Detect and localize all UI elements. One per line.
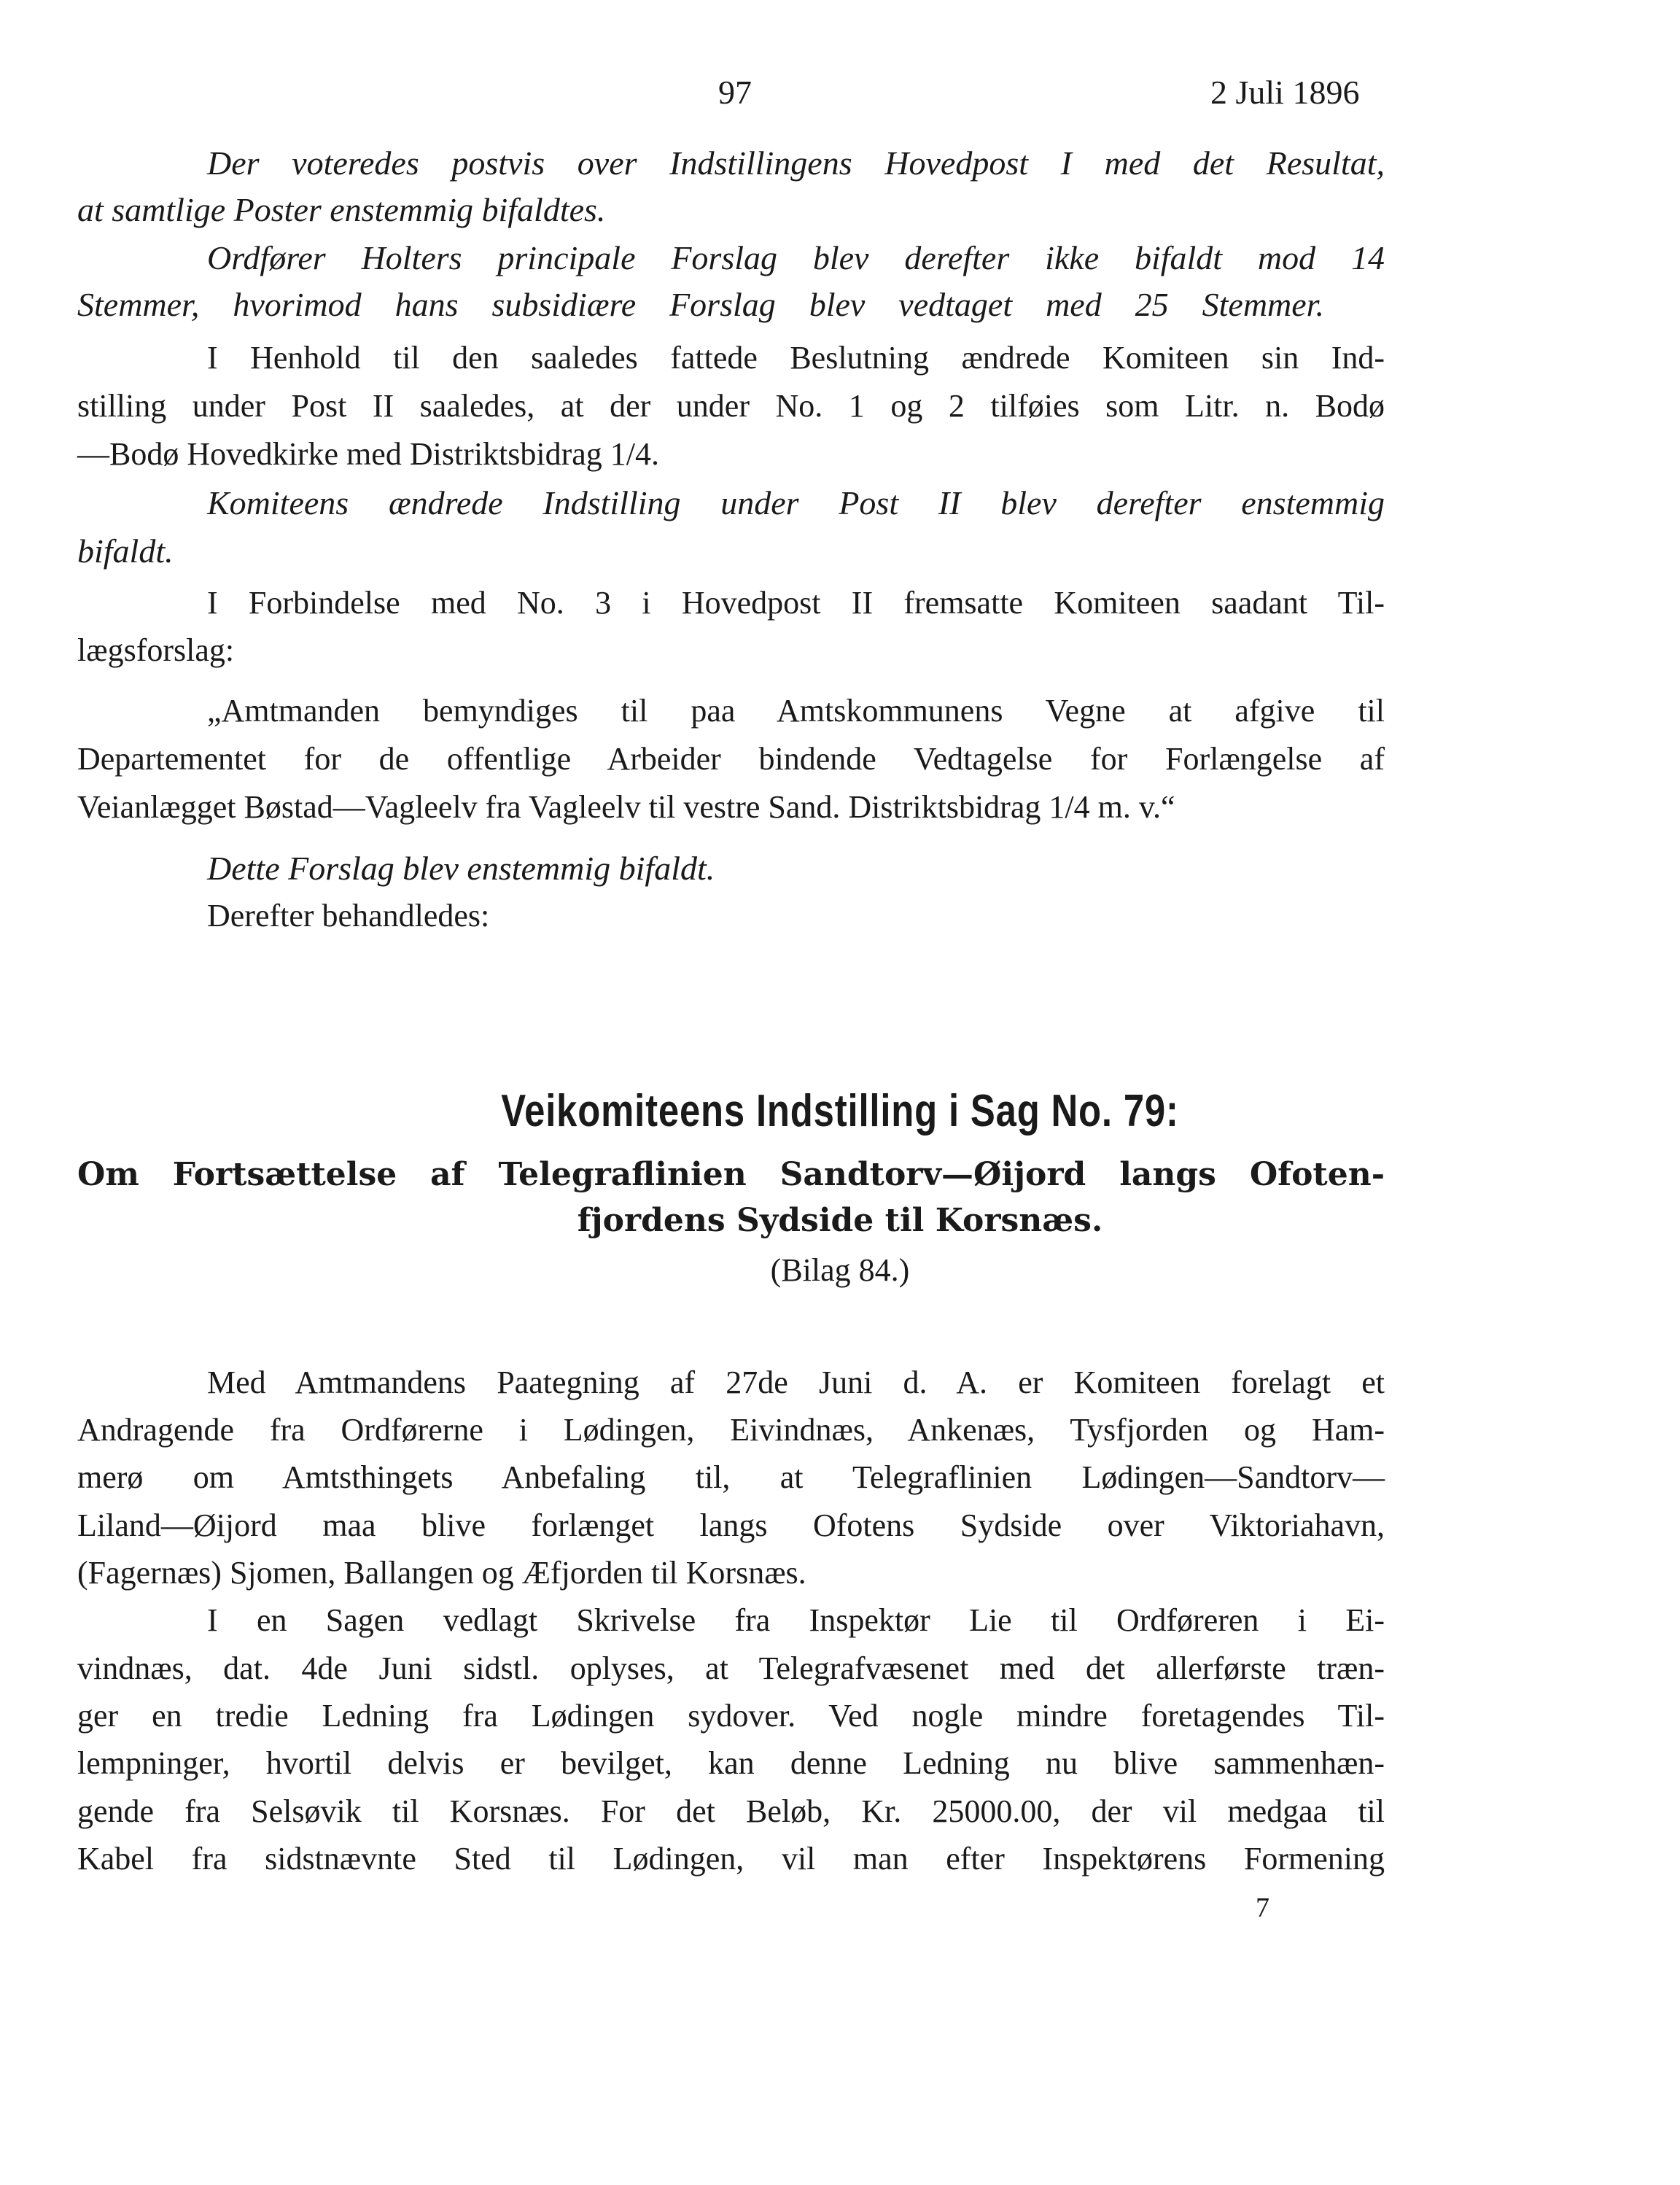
- section-title: Veikomiteens Indstilling i Sag No. 79:: [501, 1086, 1179, 1136]
- paragraph-line: „Amtmanden bemyndiges til paa Amtskommunens Vegne at afgive til: [207, 693, 1385, 729]
- paragraph-line: (Fagernæs) Sjomen, Ballangen og Æfjorden til Korsnæs.: [77, 1555, 806, 1591]
- paragraph-line: bifaldt.: [77, 532, 174, 570]
- paragraph-line: Der voteredes postvis over Indstillingens Hovedpost I med det Resultat,: [207, 144, 1385, 182]
- paragraph-line: Dette Forslag blev enstemmig bifaldt.: [207, 850, 715, 887]
- paragraph-line: Derefter behandledes:: [207, 898, 490, 934]
- paragraph-line: I Henhold til den saaledes fattede Beslutning ændrede Komiteen sin Ind-: [207, 340, 1385, 376]
- paragraph-line: I Forbindelse med No. 3 i Hovedpost II fremsatte Komiteen saadant Til-: [207, 585, 1385, 621]
- paragraph-line: stilling under Post II saaledes, at der under No. 1 og 2 tilføies som Litr. n. Bodø: [77, 388, 1385, 424]
- paragraph-line: ger en tredie Ledning fra Lødingen sydover. Ved nogle mindre foretagendes Til-: [77, 1698, 1385, 1734]
- section-subtitle-line: Om Fortsættelse af Telegraflinien Sandtorv—Øijord langs Ofoten-: [77, 1156, 1385, 1193]
- page-number: 97: [718, 74, 752, 111]
- paragraph-line: lægsforslag:: [77, 632, 235, 668]
- sheet-signature-mark: 7: [1256, 1893, 1269, 1923]
- paragraph-line: Liland—Øijord maa blive forlænget langs Ofotens Sydside over Viktoriahavn,: [77, 1507, 1385, 1543]
- fraction: 1/4: [1049, 789, 1090, 825]
- appendix-reference: (Bilag 84.): [770, 1252, 910, 1288]
- paragraph-line: Med Amtmandens Paategning af 27de Juni d. A. er Komiteen forelagt et: [207, 1365, 1385, 1400]
- fraction: 1/4.: [610, 436, 660, 472]
- paragraph-line: Andragende fra Ordførerne i Lødingen, Eivindnæs, Ankenæs, Tysfjorden og Ham-: [77, 1412, 1385, 1448]
- paragraph-line: I en Sagen vedlagt Skrivelse fra Inspektør Lie til Ordføreren i Ei-: [207, 1602, 1385, 1638]
- paragraph-line: lempninger, hvortil delvis er bevilget, kan denne Ledning nu blive sammenhæn-: [77, 1745, 1385, 1781]
- page-date: 2 Juli 1896: [1210, 74, 1360, 111]
- paragraph-line: Kabel fra sidstnævnte Sted til Lødingen, vil man efter Inspektørens Formening: [77, 1841, 1385, 1877]
- paragraph-line: at samtlige Poster enstemmig bifaldtes.: [77, 191, 606, 228]
- paragraph-line: gende fra Selsøvik til Korsnæs. For det Beløb, Kr. 25000.00, der vil medgaa til: [77, 1793, 1385, 1829]
- paragraph-line: Ordfører Holters principale Forslag blev derefter ikke bifaldt mod 14: [207, 239, 1385, 276]
- paragraph-line: Departementet for de offentlige Arbeider bindende Vedtagelse for Forlængelse af: [77, 741, 1385, 777]
- paragraph-line: vindnæs, dat. 4de Juni sidstl. oplyses, at Telegrafvæsenet med det allerførste træn-: [77, 1650, 1385, 1686]
- paragraph-line: Komiteens ændrede Indstilling under Post II blev derefter enstemmig: [207, 484, 1385, 521]
- section-subtitle-line: fjordens Sydside til Korsnæs.: [577, 1202, 1103, 1239]
- paragraph-line: Veianlægget Bøstad—Vagleelv fra Vagleelv til vestre Sand. Distriktsbidrag 1/4 m. v.“: [77, 789, 1175, 825]
- paragraph-line: Stemmer, hvorimod hans subsidiære Forslag blev vedtaget med 25 Stemmer.: [77, 286, 1324, 323]
- paragraph-line: —Bodø Hovedkirke med Distriktsbidrag 1/4.: [77, 436, 660, 472]
- paragraph-line: merø om Amtsthingets Anbefaling til, at Telegraflinien Lødingen—Sandtorv—: [77, 1459, 1385, 1495]
